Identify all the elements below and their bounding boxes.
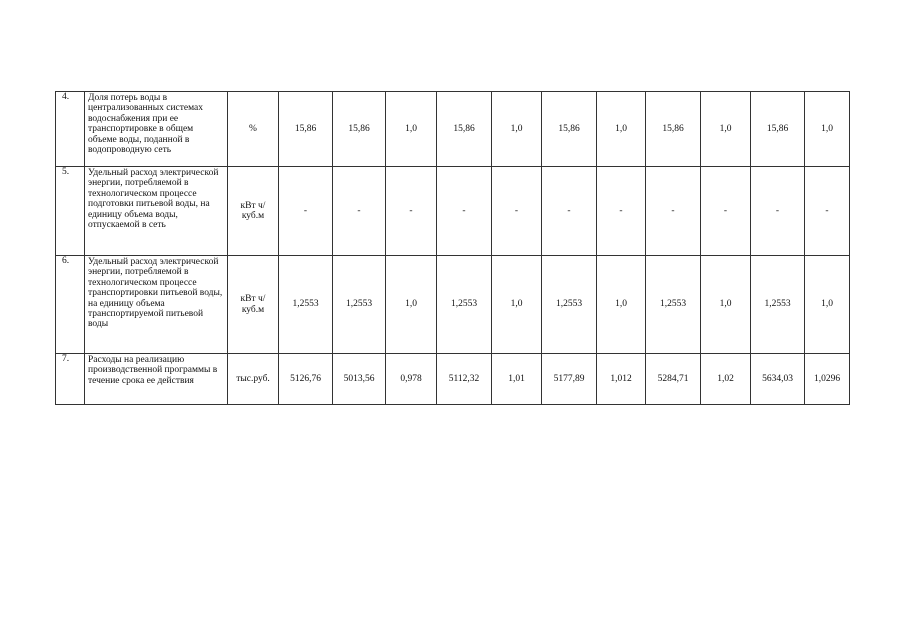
- row-unit: кВт ч/куб.м: [228, 167, 279, 256]
- value-cell: -: [701, 167, 751, 256]
- value-cell: -: [751, 167, 805, 256]
- value-cell: 1,2553: [646, 256, 701, 354]
- value-cell: 1,2553: [333, 256, 386, 354]
- value-cell: 1,01: [492, 354, 542, 405]
- row-unit: тыс.руб.: [228, 354, 279, 405]
- row-unit: %: [228, 92, 279, 167]
- value-cell: 15,86: [542, 92, 597, 167]
- value-cell: 5284,71: [646, 354, 701, 405]
- row-number: 6.: [56, 256, 85, 354]
- value-cell: -: [386, 167, 437, 256]
- value-cell: 1,0: [597, 92, 646, 167]
- value-cell: 1,2553: [751, 256, 805, 354]
- value-cell: 1,0: [597, 256, 646, 354]
- value-cell: 5013,56: [333, 354, 386, 405]
- value-cell: -: [333, 167, 386, 256]
- value-cell: 15,86: [437, 92, 492, 167]
- value-cell: -: [437, 167, 492, 256]
- value-cell: -: [646, 167, 701, 256]
- value-cell: 1,0296: [805, 354, 850, 405]
- value-cell: 1,2553: [279, 256, 333, 354]
- value-cell: 1,012: [597, 354, 646, 405]
- table-row: [56, 92, 850, 167]
- row-description: Удельный расход электрической энергии, потребляемой в технологическом процессе транспортировки питьевой воды, на единицу объема транспортируемой питьевой воды: [85, 256, 228, 354]
- value-cell: 15,86: [333, 92, 386, 167]
- row-unit: кВт ч/куб.м: [228, 256, 279, 354]
- value-cell: 1,0: [701, 92, 751, 167]
- value-cell: 5177,89: [542, 354, 597, 405]
- table-row: [56, 354, 850, 405]
- value-cell: 1,0: [701, 256, 751, 354]
- value-cell: 1,02: [701, 354, 751, 405]
- value-cell: -: [279, 167, 333, 256]
- row-description: Доля потерь воды в централизованных системах водоснабжения при ее транспортировке в общем объеме воды, поданной в водопроводную сеть: [85, 92, 228, 167]
- row-number: 4.: [56, 92, 85, 167]
- value-cell: 5634,03: [751, 354, 805, 405]
- indicators-table: [55, 91, 850, 405]
- row-description: Удельный расход электрической энергии, потребляемой в технологическом процессе подготовки питьевой воды, на единицу объема воды, отпускаемой в сеть: [85, 167, 228, 256]
- value-cell: -: [805, 167, 850, 256]
- value-cell: 15,86: [646, 92, 701, 167]
- value-cell: 0,978: [386, 354, 437, 405]
- value-cell: -: [597, 167, 646, 256]
- row-description: Расходы на реализацию производственной программы в течение срока ее действия: [85, 354, 228, 405]
- value-cell: 1,0: [492, 92, 542, 167]
- value-cell: 15,86: [279, 92, 333, 167]
- row-number: 5.: [56, 167, 85, 256]
- value-cell: 15,86: [751, 92, 805, 167]
- value-cell: 1,0: [805, 92, 850, 167]
- value-cell: 5112,32: [437, 354, 492, 405]
- value-cell: 1,0: [492, 256, 542, 354]
- value-cell: -: [542, 167, 597, 256]
- table-row: [56, 256, 850, 354]
- value-cell: -: [492, 167, 542, 256]
- value-cell: 1,0: [805, 256, 850, 354]
- value-cell: 1,2553: [437, 256, 492, 354]
- value-cell: 1,0: [386, 92, 437, 167]
- row-number: 7.: [56, 354, 85, 405]
- value-cell: 1,2553: [542, 256, 597, 354]
- value-cell: 1,0: [386, 256, 437, 354]
- value-cell: 5126,76: [279, 354, 333, 405]
- table-row: [56, 167, 850, 256]
